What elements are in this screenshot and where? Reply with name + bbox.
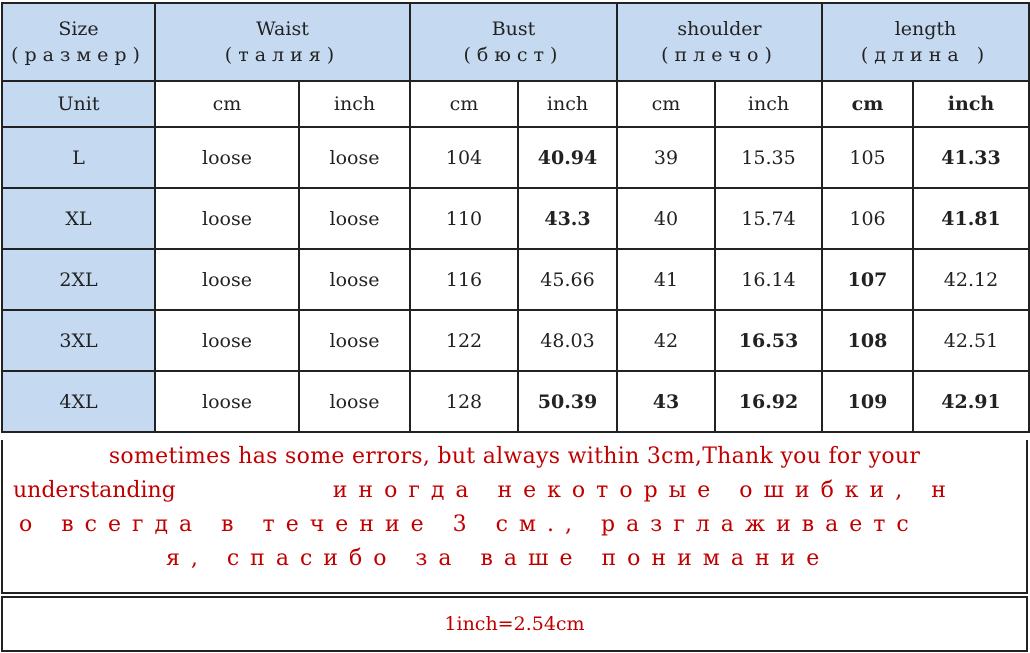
bust-inch-cell: 40.94	[518, 127, 617, 188]
unit-label: Unit	[2, 81, 155, 127]
shoulder-cm-cell: 41	[617, 249, 715, 310]
length-cm-cell: 107	[822, 249, 913, 310]
bust-inch-cell: 48.03	[518, 310, 617, 371]
note-line-2-ru: иногда некоторые ошибки, н	[332, 478, 957, 503]
bust-header-label: Bust	[491, 18, 536, 40]
bust-cm-cell: 110	[410, 188, 518, 249]
waist-cm-cell: loose	[155, 310, 299, 371]
bust-inch-cell: 45.66	[518, 249, 617, 310]
shoulder-cm-cell: 42	[617, 310, 715, 371]
bust-inch-unit: inch	[518, 81, 617, 127]
size-header	[2, 3, 155, 81]
waist-header	[155, 3, 410, 81]
length-inch-cell: 41.33	[913, 127, 1029, 188]
table-row	[2, 127, 1029, 188]
shoulder-cm-cell: 39	[617, 127, 715, 188]
size-chart-table	[1, 2, 1030, 433]
table-row	[2, 310, 1029, 371]
shoulder-cm-cell: 43	[617, 371, 715, 432]
waist-inch-unit: inch	[299, 81, 410, 127]
shoulder-header-label: shoulder	[677, 18, 762, 40]
bust-header-sub: (бюст)	[463, 44, 564, 66]
note-line-4: я, спасибо за ваше понимание	[166, 546, 831, 571]
size-cell: 2XL	[2, 249, 155, 310]
waist-cm-cell: loose	[155, 371, 299, 432]
shoulder-inch-cell: 15.74	[715, 188, 822, 249]
size-header-label: Size	[58, 18, 99, 40]
shoulder-header-sub: (плечо)	[661, 44, 778, 66]
bust-cm-cell: 104	[410, 127, 518, 188]
size-cell: XL	[2, 188, 155, 249]
waist-cm-cell: loose	[155, 127, 299, 188]
length-inch-cell: 42.12	[913, 249, 1029, 310]
bust-inch-cell: 43.3	[518, 188, 617, 249]
bust-cm-cell: 128	[410, 371, 518, 432]
measurement-error-note	[1, 440, 1028, 594]
waist-inch-cell: loose	[299, 188, 410, 249]
shoulder-cm-unit: cm	[617, 81, 715, 127]
size-cell: 4XL	[2, 371, 155, 432]
size-header-sub: (размер)	[11, 44, 146, 66]
waist-cm-cell: loose	[155, 188, 299, 249]
unit-row	[2, 81, 1029, 127]
waist-header-sub: (талия)	[224, 44, 341, 66]
shoulder-inch-cell: 16.14	[715, 249, 822, 310]
length-inch-cell: 41.81	[913, 188, 1029, 249]
shoulder-header	[617, 3, 822, 81]
bust-header	[410, 3, 617, 81]
waist-cm-unit: cm	[155, 81, 299, 127]
waist-inch-cell: loose	[299, 310, 410, 371]
waist-inch-cell: loose	[299, 127, 410, 188]
table-row	[2, 188, 1029, 249]
length-inch-cell: 42.51	[913, 310, 1029, 371]
waist-header-label: Waist	[256, 18, 309, 40]
inch-conversion-note	[1, 596, 1028, 652]
length-header	[822, 3, 1029, 81]
length-cm-cell: 108	[822, 310, 913, 371]
note-line-1: sometimes has some errors, but always within 3cm,Thank you for your	[108, 444, 921, 469]
length-cm-unit: cm	[822, 81, 913, 127]
conversion-text: 1inch=2.54cm	[444, 613, 585, 635]
bust-cm-cell: 116	[410, 249, 518, 310]
bust-cm-cell: 122	[410, 310, 518, 371]
length-inch-unit: inch	[913, 81, 1029, 127]
note-line-2	[11, 474, 1018, 508]
shoulder-inch-unit: inch	[715, 81, 822, 127]
length-cm-cell: 109	[822, 371, 913, 432]
length-header-label: length	[894, 18, 957, 40]
waist-inch-cell: loose	[299, 371, 410, 432]
size-cell: L	[2, 127, 155, 188]
table-row	[2, 371, 1029, 432]
waist-inch-cell: loose	[299, 249, 410, 310]
table-row	[2, 249, 1029, 310]
bust-inch-cell: 50.39	[518, 371, 617, 432]
note-line-3: о всегда в течение 3 см., разглаживаетс	[19, 512, 920, 537]
length-header-sub: (длина )	[860, 44, 991, 66]
length-cm-cell: 105	[822, 127, 913, 188]
length-inch-cell: 42.91	[913, 371, 1029, 432]
note-line-2-en: understanding	[13, 478, 176, 503]
size-cell: 3XL	[2, 310, 155, 371]
header-row	[2, 3, 1029, 81]
shoulder-inch-cell: 16.92	[715, 371, 822, 432]
shoulder-inch-cell: 15.35	[715, 127, 822, 188]
waist-cm-cell: loose	[155, 249, 299, 310]
length-cm-cell: 106	[822, 188, 913, 249]
bust-cm-unit: cm	[410, 81, 518, 127]
shoulder-inch-cell: 16.53	[715, 310, 822, 371]
shoulder-cm-cell: 40	[617, 188, 715, 249]
